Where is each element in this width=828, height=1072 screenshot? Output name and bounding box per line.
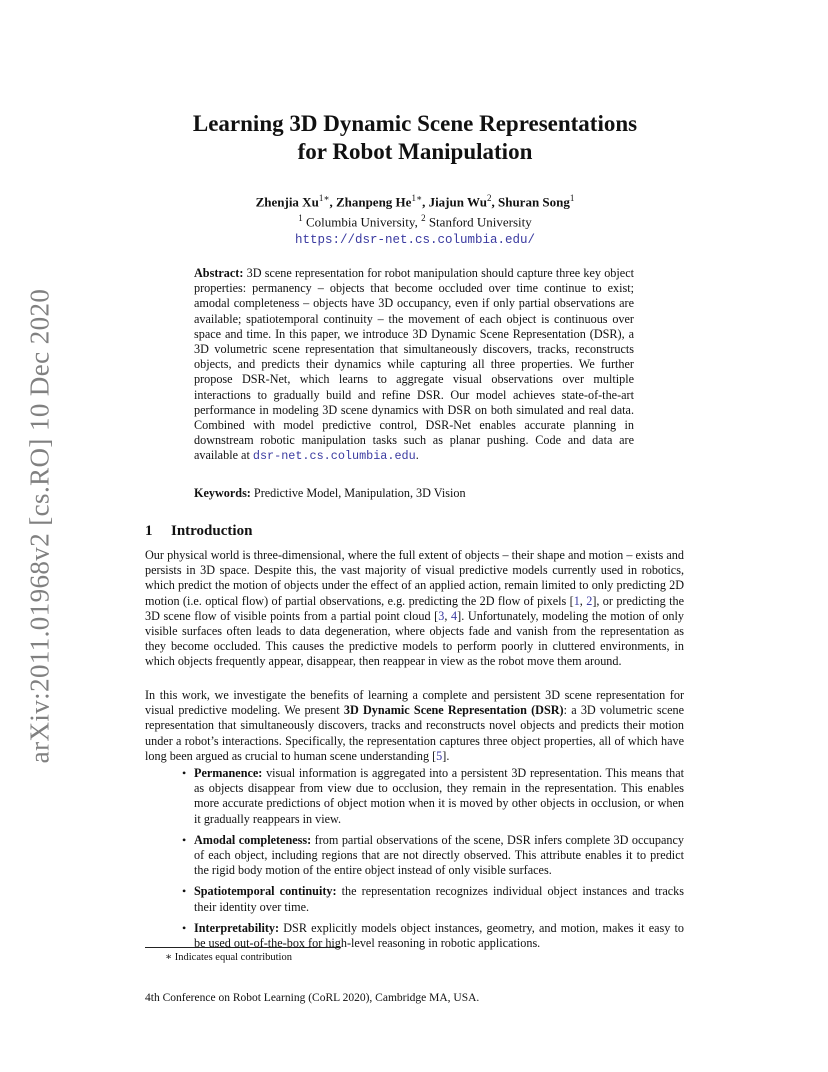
paragraph-text: ]. Unfortunately, modeling the motion of only visible surfaces often leads to data degeneration, where objects fade and vanish from the representation as they become occluded. This causes the predictive models to perform poorly in cluttered environments, in which objects frequently appear, disappear, then reappear in view as the robot move them around. [145,608,685,669]
bullet-icon: • [182,766,187,780]
affiliation-mark: 2 [421,213,426,224]
title-line-1: Learning 3D Dynamic Scene Representations [192,111,638,136]
affiliations [145,210,685,230]
bullet-text: from partial observations of the scene, DSR infers complete 3D occupancy of each object, including regions that are not directly observed. This attribute enables it to predict the rigid body motion of the entire object instead of only visible surfaces. [194,832,684,878]
paragraph-text: , [579,593,587,608]
list-item [145,833,684,879]
intro-paragraph-2 [145,688,684,764]
abstract [194,266,634,465]
author-block [145,190,685,248]
list-item [145,766,684,827]
bullet-icon: • [182,920,187,935]
section-title: Introduction [171,523,253,539]
affiliation-mark: 1 [298,213,303,224]
arxiv-identifier: arXiv:2011.01968v2 [cs.RO] 10 Dec 2020 [24,288,55,764]
bullet-icon: • [182,884,187,899]
project-url-link[interactable]: https://dsr-net.cs.columbia.edu/ [294,232,536,247]
author-affiliation-mark: 1∗ [411,193,423,203]
bullet-text: the representation recognizes individual object instances and tracks their identity over time. [194,884,684,914]
property-list [145,766,684,957]
affiliation-columbia: Columbia University, [306,214,418,230]
citation-link[interactable]: 1 [573,593,580,608]
intro-paragraph-1 [145,548,684,670]
bullet-label: Interpretability: [194,920,280,935]
author-name: Zhenjia Xu [255,194,319,210]
citation-link[interactable]: 4 [451,608,458,623]
keywords [194,486,634,501]
footnote-text: Indicates equal contribution [174,952,292,963]
section-heading-introduction [145,522,252,540]
keywords-text: Predictive Model, Manipulation, 3D Vision [253,486,466,500]
author-affiliation-mark: 2 [486,193,492,203]
footnote-mark: ∗ [165,952,173,963]
citation-link[interactable]: 5 [436,748,443,763]
bullet-label: Amodal completeness: [194,832,312,847]
author-names: Zhenjia $Xu^{1∗}$, Zhanpeng $He^{1∗}$, Jiajun Wu$^2$, Shuran Song$^1$ [255,193,575,210]
code-data-link[interactable]: dsr-net.cs.columbia.edu [252,449,416,464]
bullet-text: visual information is aggregated into a persistent 3D representation. This means that as objects disappear from view due to occlusion, they remain in the representation. This enables more accurate predictions of object motion when it is moved by other objects in occlusion, or when it gradually reappears in view. [194,766,685,826]
paragraph-text: In this work, we investigate the benefits of learning a complete and persistent 3D scene representation for visual predictive modeling. We present [145,688,684,718]
paragraph-text: ], or predicting the 3D scene flow of visible points from a partial point cloud [ [145,593,685,623]
citation-link[interactable]: 2 [586,593,593,608]
bullet-text: DSR explicitly models object instances, geometry, and motion, makes it easy to be used out-of-the-box for high-level reasoning in robotic applications. [194,920,684,951]
paragraph-text: , [444,608,452,623]
abstract-end: . [415,448,419,463]
paragraph-text: ]. [442,748,450,763]
bullet-icon: • [182,832,187,847]
abstract-text: 3D scene representation for robot manipulation should capture three key object properties: permanency – objects that become occluded over time continue to exist; amodal completeness – objects have 3D occupancy, even if only partial observations are available; spatiotemporal continuity – the movement of each object is continuous over space and time. In this paper, we introduce 3D Dynamic Scene Representation (DSR), a 3D volumetric scene representation that simultaneously discovers, tracks, reconstructs objects, and predicts their dynamics while capturing all three properties. We further propose DSR-Net, which learns to aggregate visual observations over multiple interactions to gradually build and refine DSR. Our model achieves state-of-the-art performance in modeling 3D scene dynamics with DSR on both simulated and real data. Combined with model predictive control, DSR-Net enables accurate planning in downstream robotic manipulation tasks such as planar pushing. Code and data are available at [194,266,634,463]
bullet-label: Spatiotemporal continuity: [194,884,337,899]
dsr-term: 3D Dynamic Scene Representation (DSR) [343,703,564,718]
author-affiliation-mark: 1 [569,193,575,203]
keywords-label: Keywords: [194,486,251,500]
paper-title [145,110,685,166]
footnote-divider [145,947,341,948]
author-name: Zhanpeng He [335,194,412,210]
section-number: 1 [145,523,153,539]
list-item [145,884,684,914]
author-affiliation-mark: 1∗ [318,193,330,203]
conference-line: 4th Conference on Robot Learning (CoRL 2020), Cambridge MA, USA. [145,992,480,1004]
author-name: Shuran Song [497,194,570,210]
affiliation-stanford: Stanford University [428,214,532,230]
paragraph-text: Our physical world is three-dimensional, where the full extent of objects – their shape and motion – exists and persists in 3D space. Despite this, the vast majority of visual predictive models currently used in robotics, which predict the motion of objects under the effect of an applied action, remain limited to only predicting 2D motion (i.e. optical flow) of partial observations, e.g. predicting the 2D flow of pixels [ [145,548,684,608]
abstract-label: Abstract: [194,266,244,280]
author-name: Jiajun Wu [428,194,487,210]
citation-link[interactable]: 3 [438,608,445,623]
title-line-2: for Robot Manipulation [297,139,533,164]
footnote [165,951,292,964]
paragraph-text: : a 3D volumetric scene representation that simultaneously discovers, tracks and reconstructs novel objects and predicts their motion under a robot’s interactions. Specifically, the representation captures three object properties, all of which have long been argued as crucial to human scene understanding [ [145,703,684,763]
bullet-label: Permanence: [194,766,263,780]
